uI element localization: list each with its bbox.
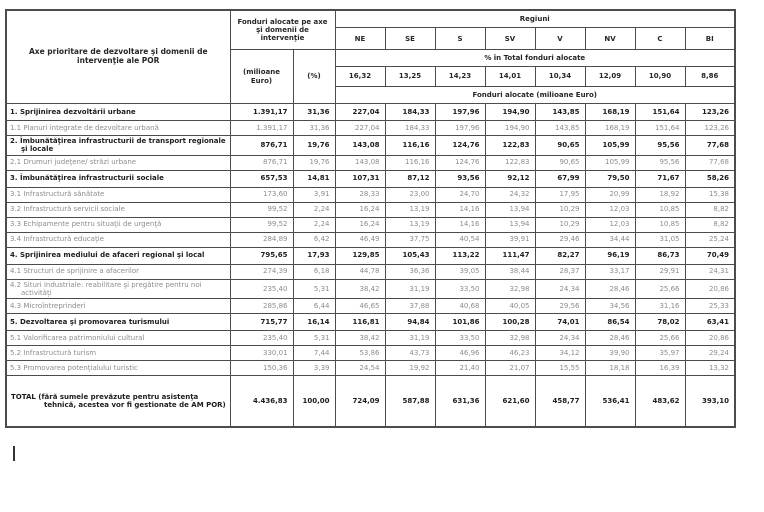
row-millions-value: 235,40 [230, 331, 293, 346]
row-region-bi-value: 25,33 [685, 299, 735, 314]
row-millions-value: 876,71 [230, 155, 293, 170]
table-row [6, 361, 735, 376]
table-row [6, 104, 735, 121]
row-region-c-value: 31,05 [635, 232, 685, 247]
row-region-s-value: 33,50 [435, 279, 485, 299]
row-region-c-value: 86,73 [635, 247, 685, 264]
row-millions-value: 99,52 [230, 202, 293, 217]
row-millions-value: 150,36 [230, 361, 293, 376]
row-label: 5.3 Promovarea potenţialului turistic [6, 361, 230, 376]
row-region-nv-value: 39,90 [585, 346, 635, 361]
region-code-c: C [635, 28, 685, 50]
row-region-se-value: 36,36 [385, 264, 435, 279]
row-region-sv-value: 13,94 [485, 202, 535, 217]
row-label: 5. Dezvoltarea şi promovarea turismului [6, 314, 230, 331]
row-region-se-value: 184,33 [385, 121, 435, 136]
table-row [6, 121, 735, 136]
row-region-bi-value: 58,26 [685, 170, 735, 187]
row-label: 4.2 Situri industriale: reabilitare şi pregătire pentru noi activităţi [6, 279, 230, 299]
table-row [6, 264, 735, 279]
table-row [6, 155, 735, 170]
row-region-sv-value: 32,98 [485, 331, 535, 346]
row-region-se-value: 31,19 [385, 279, 435, 299]
row-label: 3.4 Infrastructură educaţie [6, 232, 230, 247]
row-region-sv-value: 21,07 [485, 361, 535, 376]
row-region-bi-value: 24,31 [685, 264, 735, 279]
row-label: 4.3 Microîntreprinderi [6, 299, 230, 314]
funds-subheader-millions: (milioane Euro) [230, 50, 293, 104]
row-region-nv-value: 168,19 [585, 104, 635, 121]
row-region-v-value: 82,27 [535, 247, 585, 264]
row-percent-value: 100,00 [293, 376, 335, 428]
row-percent-value: 6,44 [293, 299, 335, 314]
row-region-s-value: 39,05 [435, 264, 485, 279]
table-row [6, 170, 735, 187]
table-row [6, 331, 735, 346]
row-region-se-value: 31,19 [385, 331, 435, 346]
table-row [6, 247, 735, 264]
table-row [6, 187, 735, 202]
row-label: 2.1 Drumuri judeţene/ străzi urbane [6, 155, 230, 170]
row-region-v-value: 34,12 [535, 346, 585, 361]
row-region-v-value: 90,65 [535, 136, 585, 156]
row-region-nv-value: 34,56 [585, 299, 635, 314]
row-region-c-value: 151,64 [635, 121, 685, 136]
row-region-sv-value: 122,83 [485, 155, 535, 170]
row-region-ne-value: 227,04 [335, 121, 385, 136]
region-code-se: SE [385, 28, 435, 50]
row-millions-value: 99,52 [230, 217, 293, 232]
region-code-sv: SV [485, 28, 535, 50]
row-region-ne-value: 28,33 [335, 187, 385, 202]
row-region-se-value: 13,19 [385, 217, 435, 232]
row-region-s-value: 124,76 [435, 136, 485, 156]
row-millions-value: 284,89 [230, 232, 293, 247]
percent-band-header: % în Total fonduri alocate [335, 50, 735, 67]
row-region-nv-value: 105,99 [585, 155, 635, 170]
row-region-nv-value: 168,19 [585, 121, 635, 136]
row-region-s-value: 24,70 [435, 187, 485, 202]
table-row [6, 346, 735, 361]
row-region-s-value: 197,96 [435, 121, 485, 136]
row-millions-value: 330,01 [230, 346, 293, 361]
row-region-c-value: 10,85 [635, 217, 685, 232]
funds-band-header: Fonduri alocate (milioane Euro) [335, 87, 735, 104]
region-pct-ne: 16,32 [335, 67, 385, 87]
row-region-v-value: 28,37 [535, 264, 585, 279]
table-row [6, 232, 735, 247]
row-region-nv-value: 86,54 [585, 314, 635, 331]
row-region-ne-value: 143,08 [335, 136, 385, 156]
row-percent-value: 2,24 [293, 202, 335, 217]
row-region-bi-value: 123,26 [685, 104, 735, 121]
table-row [6, 217, 735, 232]
row-label: 2. Îmbunătăţirea infrastructurii de transport regionale şi locale [6, 136, 230, 156]
row-region-ne-value: 16,24 [335, 202, 385, 217]
row-region-v-value: 15,55 [535, 361, 585, 376]
row-region-se-value: 37,88 [385, 299, 435, 314]
row-region-se-value: 105,43 [385, 247, 435, 264]
row-region-nv-value: 33,17 [585, 264, 635, 279]
row-region-se-value: 37,75 [385, 232, 435, 247]
row-region-bi-value: 8,82 [685, 202, 735, 217]
row-region-c-value: 25,66 [635, 331, 685, 346]
row-region-c-value: 151,64 [635, 104, 685, 121]
row-region-v-value: 17,95 [535, 187, 585, 202]
row-region-s-value: 21,40 [435, 361, 485, 376]
region-pct-s: 14,23 [435, 67, 485, 87]
row-region-sv-value: 46,23 [485, 346, 535, 361]
table-row [6, 376, 735, 428]
row-region-v-value: 29,56 [535, 299, 585, 314]
row-region-c-value: 10,85 [635, 202, 685, 217]
row-millions-value: 1.391,17 [230, 121, 293, 136]
row-region-s-value: 101,86 [435, 314, 485, 331]
row-region-nv-value: 28,46 [585, 331, 635, 346]
row-region-bi-value: 20,86 [685, 331, 735, 346]
region-pct-c: 10,90 [635, 67, 685, 87]
row-region-sv-value: 111,47 [485, 247, 535, 264]
row-label: 1.1 Planuri integrate de dezvoltare urbană [6, 121, 230, 136]
row-region-s-value: 46,96 [435, 346, 485, 361]
region-pct-sv: 14,01 [485, 67, 535, 87]
row-region-ne-value: 724,09 [335, 376, 385, 428]
row-region-nv-value: 105,99 [585, 136, 635, 156]
row-region-se-value: 184,33 [385, 104, 435, 121]
row-region-v-value: 74,01 [535, 314, 585, 331]
row-region-sv-value: 194,90 [485, 121, 535, 136]
region-code-ne: NE [335, 28, 385, 50]
row-region-ne-value: 44,78 [335, 264, 385, 279]
row-region-bi-value: 70,49 [685, 247, 735, 264]
row-percent-value: 31,36 [293, 121, 335, 136]
region-pct-v: 10,34 [535, 67, 585, 87]
funds-column-header: Fonduri alocate pe axe şi domenii de intervenţie [230, 10, 335, 50]
row-region-bi-value: 29,24 [685, 346, 735, 361]
row-region-c-value: 25,66 [635, 279, 685, 299]
row-region-ne-value: 38,42 [335, 331, 385, 346]
row-region-ne-value: 16,24 [335, 217, 385, 232]
row-label: 3.1 Infrastructură sănătate [6, 187, 230, 202]
row-region-ne-value: 129,85 [335, 247, 385, 264]
row-region-s-value: 40,68 [435, 299, 485, 314]
row-region-nv-value: 20,99 [585, 187, 635, 202]
row-region-s-value: 197,96 [435, 104, 485, 121]
row-region-bi-value: 25,24 [685, 232, 735, 247]
row-label: 1. Sprijinirea dezvoltării urbane [6, 104, 230, 121]
row-region-v-value: 143,85 [535, 104, 585, 121]
row-region-c-value: 18,92 [635, 187, 685, 202]
row-label: 4.1 Structuri de sprijinire a afacerilor [6, 264, 230, 279]
row-millions-value: 1.391,17 [230, 104, 293, 121]
row-region-sv-value: 100,28 [485, 314, 535, 331]
row-region-nv-value: 79,50 [585, 170, 635, 187]
row-region-v-value: 29,46 [535, 232, 585, 247]
row-region-s-value: 14,16 [435, 217, 485, 232]
row-percent-value: 3,91 [293, 187, 335, 202]
row-region-sv-value: 38,44 [485, 264, 535, 279]
row-region-c-value: 95,56 [635, 136, 685, 156]
row-region-se-value: 43,73 [385, 346, 435, 361]
row-region-bi-value: 123,26 [685, 121, 735, 136]
row-region-bi-value: 20,86 [685, 279, 735, 299]
region-code-bi: BI [685, 28, 735, 50]
row-region-c-value: 31,16 [635, 299, 685, 314]
row-region-sv-value: 122,83 [485, 136, 535, 156]
row-region-v-value: 10,29 [535, 202, 585, 217]
row-region-ne-value: 227,04 [335, 104, 385, 121]
region-code-nv: NV [585, 28, 635, 50]
row-region-nv-value: 12,03 [585, 202, 635, 217]
row-region-c-value: 35,97 [635, 346, 685, 361]
row-region-se-value: 587,88 [385, 376, 435, 428]
row-millions-value: 173,60 [230, 187, 293, 202]
row-millions-value: 715,77 [230, 314, 293, 331]
row-region-sv-value: 194,90 [485, 104, 535, 121]
table-body [6, 104, 735, 428]
region-pct-se: 13,25 [385, 67, 435, 87]
row-region-c-value: 16,39 [635, 361, 685, 376]
row-region-c-value: 71,67 [635, 170, 685, 187]
row-region-ne-value: 24,54 [335, 361, 385, 376]
row-percent-value: 6,18 [293, 264, 335, 279]
row-percent-value: 5,31 [293, 279, 335, 299]
row-region-s-value: 93,56 [435, 170, 485, 187]
row-region-nv-value: 536,41 [585, 376, 635, 428]
row-region-se-value: 87,12 [385, 170, 435, 187]
row-region-se-value: 116,16 [385, 155, 435, 170]
row-region-sv-value: 621,60 [485, 376, 535, 428]
row-millions-value: 4.436,83 [230, 376, 293, 428]
row-region-sv-value: 13,94 [485, 217, 535, 232]
row-region-sv-value: 92,12 [485, 170, 535, 187]
row-label: 3.3 Echipamente pentru situaţii de urgenţă [6, 217, 230, 232]
row-label: 5.2 Infrastructură turism [6, 346, 230, 361]
table-row [6, 279, 735, 299]
row-percent-value: 7,44 [293, 346, 335, 361]
row-region-v-value: 67,99 [535, 170, 585, 187]
row-region-v-value: 90,65 [535, 155, 585, 170]
row-millions-value: 876,71 [230, 136, 293, 156]
row-region-c-value: 29,91 [635, 264, 685, 279]
row-region-bi-value: 77,68 [685, 155, 735, 170]
axis-column-header: Axe prioritare de dezvoltare şi domenii de intervenţie ale POR [6, 10, 230, 104]
row-percent-value: 6,42 [293, 232, 335, 247]
region-code-v: V [535, 28, 585, 50]
row-region-bi-value: 393,10 [685, 376, 735, 428]
row-percent-value: 16,14 [293, 314, 335, 331]
region-pct-bi: 8,86 [685, 67, 735, 87]
row-millions-value: 235,40 [230, 279, 293, 299]
funds-subheader-percent: (%) [293, 50, 335, 104]
row-percent-value: 19,76 [293, 136, 335, 156]
row-percent-value: 31,36 [293, 104, 335, 121]
row-millions-value: 657,53 [230, 170, 293, 187]
row-millions-value: 274,39 [230, 264, 293, 279]
row-region-nv-value: 34,44 [585, 232, 635, 247]
row-region-c-value: 483,62 [635, 376, 685, 428]
region-code-s: S [435, 28, 485, 50]
row-region-c-value: 95,56 [635, 155, 685, 170]
row-region-s-value: 124,76 [435, 155, 485, 170]
row-region-se-value: 116,16 [385, 136, 435, 156]
row-label: 5.1 Valorificarea patrimoniului cultural [6, 331, 230, 346]
row-region-se-value: 13,19 [385, 202, 435, 217]
row-region-se-value: 19,92 [385, 361, 435, 376]
table-row [6, 202, 735, 217]
row-region-nv-value: 96,19 [585, 247, 635, 264]
row-region-nv-value: 28,46 [585, 279, 635, 299]
row-label: 3.2 Infrastructură servicii sociale [6, 202, 230, 217]
row-region-bi-value: 77,68 [685, 136, 735, 156]
text-cursor [13, 446, 15, 461]
row-region-bi-value: 8,82 [685, 217, 735, 232]
row-label: 3. Îmbunătăţirea infrastructurii sociale [6, 170, 230, 187]
table-row [6, 314, 735, 331]
row-region-ne-value: 38,42 [335, 279, 385, 299]
row-percent-value: 3,39 [293, 361, 335, 376]
row-region-nv-value: 12,03 [585, 217, 635, 232]
row-millions-value: 795,65 [230, 247, 293, 264]
row-region-nv-value: 18,18 [585, 361, 635, 376]
row-region-c-value: 78,02 [635, 314, 685, 331]
row-region-s-value: 113,22 [435, 247, 485, 264]
row-region-bi-value: 63,41 [685, 314, 735, 331]
regions-band-header: Regiuni [335, 10, 735, 28]
row-region-v-value: 143,85 [535, 121, 585, 136]
row-millions-value: 285,86 [230, 299, 293, 314]
region-pct-nv: 12,09 [585, 67, 635, 87]
row-region-ne-value: 143,08 [335, 155, 385, 170]
row-region-ne-value: 116,81 [335, 314, 385, 331]
row-region-ne-value: 53,86 [335, 346, 385, 361]
row-percent-value: 5,31 [293, 331, 335, 346]
row-region-sv-value: 39,91 [485, 232, 535, 247]
row-region-v-value: 458,77 [535, 376, 585, 428]
row-region-v-value: 10,29 [535, 217, 585, 232]
row-region-sv-value: 24,32 [485, 187, 535, 202]
row-region-sv-value: 32,98 [485, 279, 535, 299]
row-region-se-value: 94,84 [385, 314, 435, 331]
por-allocation-table [5, 9, 736, 428]
row-percent-value: 17,93 [293, 247, 335, 264]
row-percent-value: 19,76 [293, 155, 335, 170]
table-row [6, 136, 735, 156]
row-label: TOTAL (fără sumele prevăzute pentru asistenţa tehnică, acestea vor fi gestionate de AM POR) [6, 376, 230, 428]
row-region-bi-value: 15,38 [685, 187, 735, 202]
row-region-s-value: 631,36 [435, 376, 485, 428]
row-region-v-value: 24,34 [535, 331, 585, 346]
row-region-s-value: 14,16 [435, 202, 485, 217]
row-region-v-value: 24,34 [535, 279, 585, 299]
row-percent-value: 14,81 [293, 170, 335, 187]
row-region-s-value: 33,50 [435, 331, 485, 346]
table-row [6, 299, 735, 314]
row-region-s-value: 40,54 [435, 232, 485, 247]
row-region-sv-value: 40,05 [485, 299, 535, 314]
row-region-ne-value: 107,31 [335, 170, 385, 187]
row-region-bi-value: 13,32 [685, 361, 735, 376]
row-region-ne-value: 46,49 [335, 232, 385, 247]
allocation-table-sheet [5, 9, 736, 428]
row-region-ne-value: 46,65 [335, 299, 385, 314]
row-label: 4. Sprijinirea mediului de afaceri regional şi local [6, 247, 230, 264]
row-region-se-value: 23,00 [385, 187, 435, 202]
row-percent-value: 2,24 [293, 217, 335, 232]
